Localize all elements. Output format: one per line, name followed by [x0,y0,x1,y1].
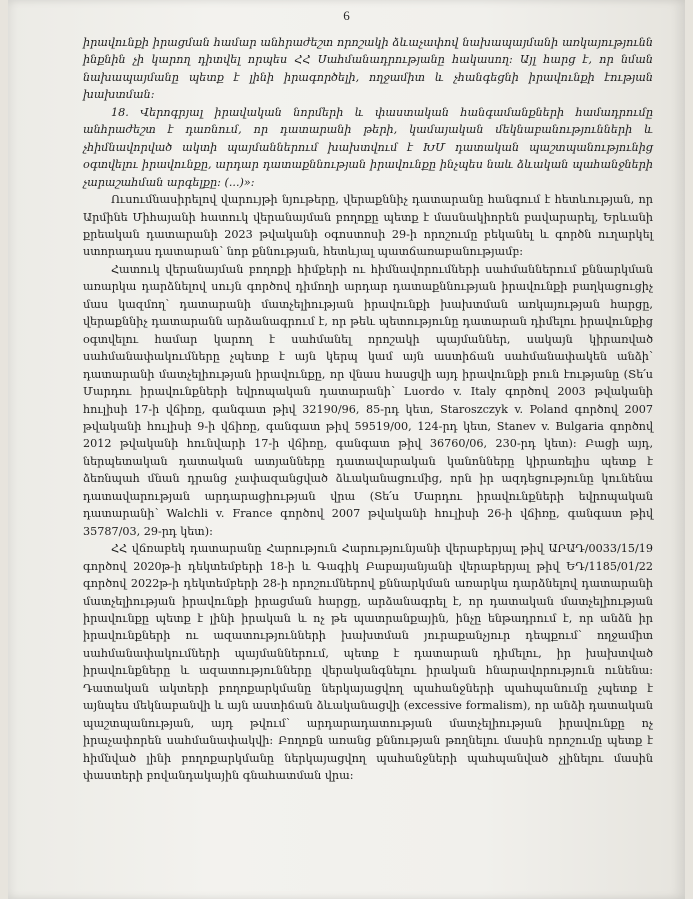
document-page [8,0,685,899]
document-body [83,34,653,784]
paragraph-4: Հատուկ վերանայման բողոքի հիմքերի ու հիմնավորումների սահմաններում քննարկման առարկա դարձնելով սույն գործով դիմողի արդար դատաքննության իրավունքի բաղկացուցիչ մաս կազմող՝ դատարանի մատչելիության իրավունքի խախտման առկայության հարցը, վերաքննիչ դատարանն արձանագրում է, որ թեև պետությունը դատարան դիմելու իրավունքից օգտվելու համար կարող է սահմանել որոշակի պայմաններ, սակայն կիրառված սահմանափակումները չպետք է այն կերպ կամ այն աստիճան սահմանափակեն անձի՝ դատարանի մատչելիության իրավունքը, որ վնաս հասցվի այդ իրավունքի բուն էությանը (Տե՛ս Մարդու իրավունքների եվրոպական դատարանի՝ Luordo v. Italy գործով 2003 թվականի հուլիսի 17-ի վճիռը, գանգատ թիվ 32190/96, 85-րդ կետ, Staroszczyk v. Poland գործով 2007 թվականի հուլիսի 9-ի վճիռը, գանգատ թիվ 59519/00, 124-րդ կետ, Stanev v. Bulgaria գործով 2012 թվականի հունվարի 17-ի վճիռը, գանգատ թիվ 36760/06, 230-րդ կետ): Բացի այդ, ներպետական դատական ատյանները դատավարական կանոնները կիրառելիս պետք է ձեռնպահ մնան դրանց չափազանցված ձևականացումից, որն իր ազդեցությունը կունենա դատավարության արդարացիության վրա (Տե՛ս Մարդու իրավունքների եվրոպական դատարանի՝ Walchli v. France գործով 2007 թվականի հուլիսի 26-ի վճիռը, գանգատ թիվ 35787/03, 29-րդ կետ): [83,262,653,538]
paragraph-5: ՀՀ վճռաբեկ դատարանը Հարություն Հարությունյանի վերաբերյալ թիվ ԱՐԱԴ/0033/15/19 գործով 2020թ-ի դեկտեմբերի 18-ի և Գագիկ Բաբայանյանի վերաբերյալ թիվ ԵԴ/1185/01/22 գործով 2022թ-ի դեկտեմբերի 28-ի որոշումներով քննարկման առարկա դարձնելով դատարանի մատչելիության իրավունքի իրացման հարցը, արձանագրել է, որ դատական մատչելիության իրավունքը պետք է լինի իրական և ոչ թե պատրանքային, ինչը ենթադրում է, որ անձն իր իրավունքների ու ազատությունների խախտման յուրաքանչյուր դեպքում՝ ողջամիտ սահմանափակումների պայմաններում, պետք է դատարան դիմելու, իր խախտված իրավունքները և ազատությունները վերականգնելու իրական հնարավորություն ունենա: Դատական ակտերի բողոքարկմանը ներկայացվող պահանջների պահպանումը չպետք է այնպես մեկնաբանվի և այն աստիճան ձևականացվի (excessive formalism), որ անձի դատական պաշտպանության, այդ թվում՝ արդարադատության մատչելիության իրավունքը ոչ իրաչափորեն սահմանափակվի: Բողոքն առանց քննության թողնելու մասին որոշումը պետք է հիմնված լինի բողոքարկմանը ներկայացվող պահանջների պահպանված չլինելու մասին փաստերի բովանդակային գնահատման վրա: [83,542,653,783]
paragraph-3: Ուսումնասիրելով վարույթի նյութերը, վերաքննիչ դատարանը հանգում է հետևության, որ Արմինե Միհայանի հատուկ վերանայման բողոքը պետք է մասնակիորեն բավարարել, Երևանի քրեական դատարանի 2023 թվականի օգոստոսի 29-ի որոշումը բեկանել և գործն ուղարկել ստորադաս դատարան՝ նոր քննության, հետևյալ պատճառաբանությամբ: [83,193,653,259]
paragraph-2: 18. Վերոգրյալ իրավական նորմերի և փաստական հանգամանքների համադրումը անհրաժեշտ է դառնում, որ դատարանի թերի, կամայական մեկնաբանությունների և չհիմնավորված ակտի պայմաններում խախտվում է ԽՄ դատական պաշտպանությունից օգտվելու իրավունքը, արդար դատաքննության իրավունքը ինչպես նաև ձևական պահանջների չարաշահման արգելքը: (...)»: [83,105,653,189]
paragraph-1: իրավունքի իրացման համար անհրաժեշտ որոշակի ձևաչափով նախապայմանի առկայությունն ինքնին չի կարող դիտվել որպես ՀՀ Սահմանադրությանը հակասող: Այլ հարց է, որ նման նախապայմանը պետք է լինի իրագործելի, ողջամիտ և չհանգեցնի իրավունքի էության խախտման: [83,36,653,102]
page-number: 6 [343,8,350,23]
